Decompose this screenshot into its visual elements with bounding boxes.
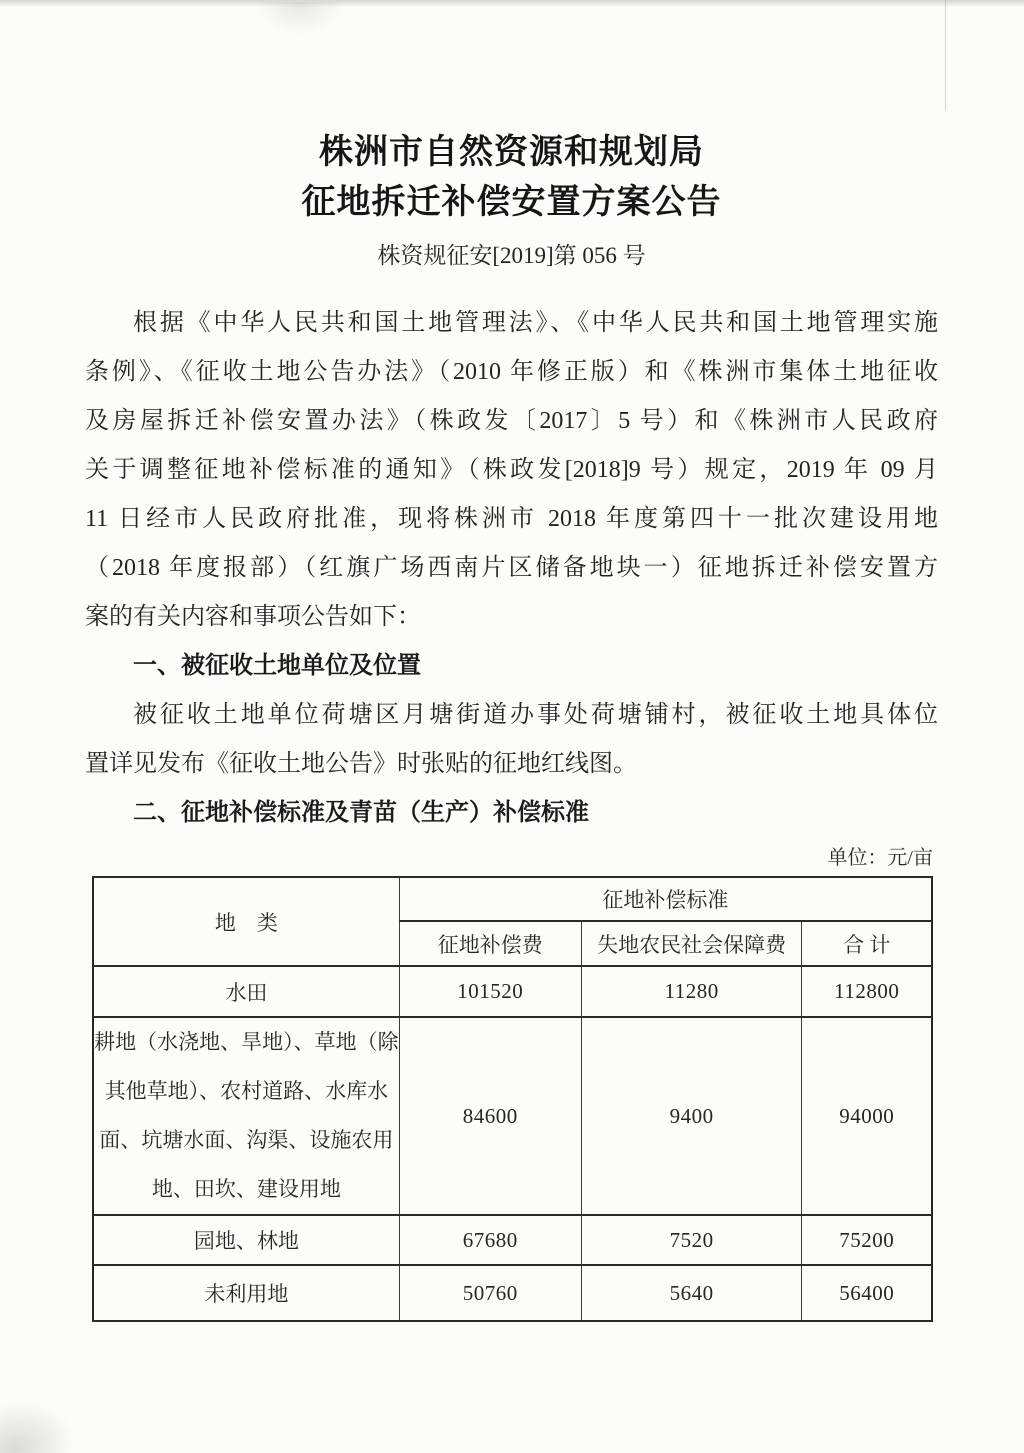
document-title-line-1: 株洲市自然资源和规划局 bbox=[319, 134, 704, 171]
section-1-paragraph-line: 置详见发布《征收土地公告》时张贴的征地红线图。 bbox=[85, 751, 637, 777]
cell-compensation: 50760 bbox=[399, 1265, 581, 1321]
cell-compensation: 67680 bbox=[399, 1215, 581, 1265]
cell-category: 水田 bbox=[93, 966, 399, 1017]
cell-total: 112800 bbox=[802, 966, 932, 1017]
header-cell-standard-group: 征地补偿标准 bbox=[399, 877, 932, 921]
header-cell-total: 合 计 bbox=[802, 921, 932, 966]
header-cell-compensation: 征地补偿费 bbox=[399, 921, 581, 966]
cell-compensation: 101520 bbox=[399, 966, 581, 1017]
header-cell-land-type: 地 类 bbox=[93, 877, 399, 966]
intro-paragraph-line: （2018 年度报部）（红旗广场西南片区储备地块一）征地拆迁补偿安置方 bbox=[85, 555, 938, 581]
scan-smudge-artifact bbox=[0, 1384, 84, 1453]
intro-paragraph-line: 条例》、《征收土地公告办法》（2010 年修正版）和《株洲市集体土地征收 bbox=[85, 359, 938, 385]
section-1-heading: 一、被征收土地单位及位置 bbox=[133, 653, 421, 679]
table-row bbox=[93, 966, 932, 1017]
intro-paragraph-line: 关于调整征地补偿标准的通知》（株政发[2018]9 号）规定，2019 年 09 月 bbox=[85, 457, 938, 483]
document-number: 株资规征安[2019]第 056 号 bbox=[377, 243, 646, 268]
table-unit-label: 单位：元/亩 bbox=[827, 847, 933, 869]
table-row bbox=[93, 1265, 932, 1321]
cell-total: 75200 bbox=[802, 1215, 932, 1265]
intro-paragraph-line: 根据《中华人民共和国土地管理法》、《中华人民共和国土地管理实施 bbox=[133, 310, 938, 336]
intro-paragraph-line: 11 日经市人民政府批准，现将株洲市 2018 年度第四十一批次建设用地 bbox=[85, 506, 938, 532]
compensation-standards-table bbox=[92, 876, 933, 1322]
cell-total: 94000 bbox=[802, 1017, 932, 1215]
cell-compensation: 84600 bbox=[399, 1017, 581, 1215]
intro-paragraph-line: 及房屋拆迁补偿安置办法》（株政发〔2017〕5 号）和《株洲市人民政府 bbox=[85, 408, 938, 434]
section-1-paragraph-line: 被征收土地单位荷塘区月塘街道办事处荷塘铺村，被征收土地具体位 bbox=[133, 702, 938, 728]
cell-social-security: 9400 bbox=[581, 1017, 802, 1215]
cell-total: 56400 bbox=[802, 1265, 932, 1321]
document-content bbox=[85, 0, 938, 1322]
section-2-heading: 二、征地补偿标准及青苗（生产）补偿标准 bbox=[133, 800, 589, 826]
table-row bbox=[93, 1017, 932, 1215]
table-row bbox=[93, 1215, 932, 1265]
intro-paragraph-line: 案的有关内容和事项公告如下： bbox=[85, 604, 421, 630]
cell-category: 耕地（水浇地、旱地）、草地（除其他草地）、农村道路、水库水面、坑塘水面、沟渠、设施农用地、田坎、建设用地 bbox=[93, 1017, 399, 1215]
cell-category: 园地、林地 bbox=[93, 1215, 399, 1265]
cell-social-security: 5640 bbox=[581, 1265, 802, 1321]
cell-social-security: 7520 bbox=[581, 1215, 802, 1265]
table-header-row-1 bbox=[93, 877, 932, 921]
cell-social-security: 11280 bbox=[581, 966, 802, 1017]
cell-category: 未利用地 bbox=[93, 1265, 399, 1321]
document-title-line-2: 征地拆迁补偿安置方案公告 bbox=[301, 184, 722, 221]
scan-line-artifact bbox=[945, 0, 946, 110]
document-body bbox=[85, 299, 938, 838]
header-cell-social-security: 失地农民社会保障费 bbox=[581, 921, 802, 966]
